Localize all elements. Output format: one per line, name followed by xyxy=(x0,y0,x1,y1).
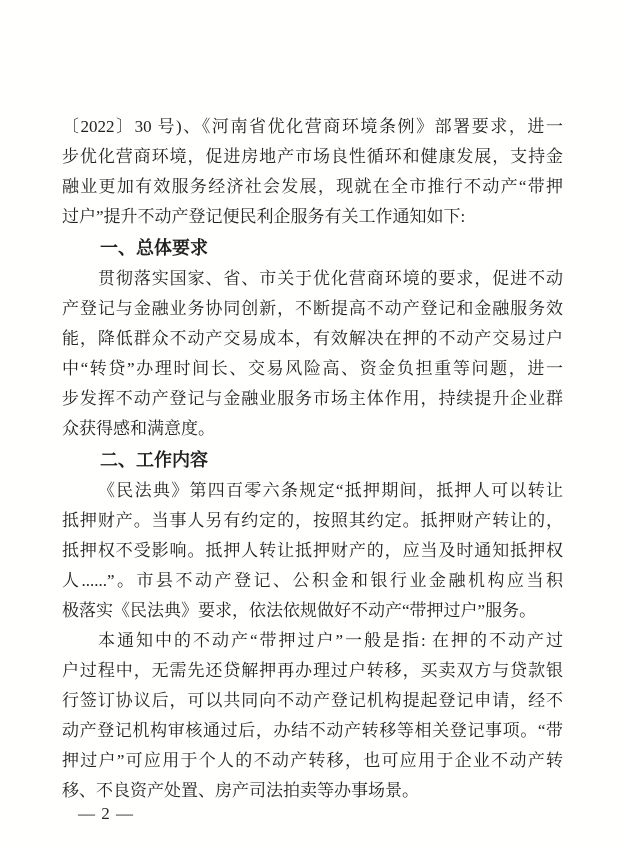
text-line: 步优化营商环境，促进房地产市场良性循环和健康发展，支持金 xyxy=(62,147,563,166)
page-number: — 2 — xyxy=(78,804,134,823)
text-line: 行签订协议后，可以共同向不动产登记机构提起登记申请，经不 xyxy=(62,691,563,710)
text-line: 产登记与金融业务协同创新，不断提高不动产登记和金融服务效 xyxy=(62,299,563,318)
text-line: 移、不良资产处置、房产司法拍卖等办事场景。 xyxy=(62,781,419,800)
text-line: 中“转贷”办理时间长、交易风险高、资金负担重等问题，进一 xyxy=(62,359,563,378)
text-line: 动产登记机构审核通过后，办结不动产转移等相关登记事项。“带 xyxy=(62,721,563,740)
text-line: 人......”。市县不动产登记、公积金和银行业金融机构应当积 xyxy=(62,571,563,590)
text-line: 户过程中，无需先还贷解押再办理过户转移，买卖双方与贷款银 xyxy=(62,661,563,680)
text-line: 《民法典》第四百零六条规定“抵押期间，抵押人可以转让 xyxy=(98,481,563,500)
text-line: 〔2022〕30 号)、《河南省优化营商环境条例》部署要求，进一 xyxy=(62,117,563,136)
section-heading: 二、工作内容 xyxy=(100,450,208,470)
text-line: 能，降低群众不动产交易成本，有效解决在押的不动产交易过户 xyxy=(62,329,563,348)
document-body xyxy=(62,112,563,806)
paragraph xyxy=(62,626,563,806)
paragraph xyxy=(62,264,563,444)
text-line: 本通知中的不动产“带押过户”一般是指: 在押的不动产过 xyxy=(98,631,563,650)
section-heading: 一、总体要求 xyxy=(100,238,208,258)
text-line: 极落实《民法典》要求，依法依规做好不动产“带押过户”服务。 xyxy=(62,601,537,620)
paragraph xyxy=(62,112,563,232)
text-line: 贯彻落实国家、省、市关于优化营商环境的要求，促进不动 xyxy=(98,269,563,288)
text-line: 众获得感和满意度。 xyxy=(62,419,215,438)
text-line: 抵押财产。当事人另有约定的，按照其约定。抵押财产转让的， xyxy=(62,511,563,530)
text-line: 过户”提升不动产登记便民利企服务有关工作通知如下: xyxy=(62,207,466,226)
text-line: 步发挥不动产登记与金融业服务市场主体作用，持续提升企业群 xyxy=(62,389,563,408)
text-line: 抵押权不受影响。抵押人转让抵押财产的，应当及时通知抵押权 xyxy=(62,541,563,560)
text-line: 押过户”可应用于个人的不动产转移，也可应用于企业不动产转 xyxy=(62,751,563,770)
text-line: 融业更加有效服务经济社会发展，现就在全市推行不动产“带押 xyxy=(62,177,563,196)
paragraph xyxy=(62,476,563,626)
